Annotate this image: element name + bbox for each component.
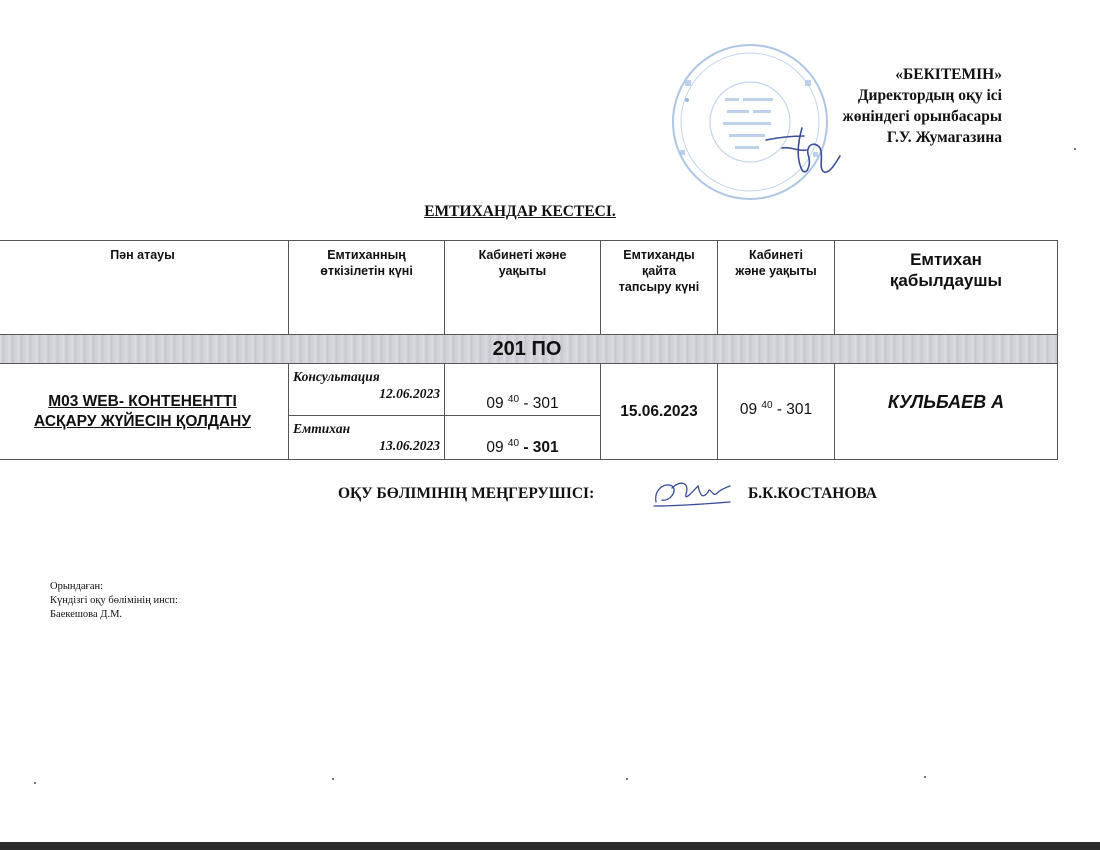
page-title: ЕМТИХАНДАР КЕСТЕСІ.: [424, 203, 616, 220]
table-row: [0, 364, 1058, 416]
consultation-cell: [289, 364, 445, 416]
prepared-by-name: Баекешова Д.М.: [50, 609, 123, 620]
scan-speck: [924, 776, 926, 778]
retake-date: 15.06.2023: [601, 364, 718, 460]
examiner-name: КУЛЬБАЕВ А: [835, 364, 1058, 460]
group-name: 201 ПО: [0, 335, 1058, 364]
table-header-row: [0, 241, 1058, 335]
approval-name: Г.У. Жумагазина: [886, 129, 1002, 146]
exam-room-time: 09 $^{40}$ - 301: [445, 416, 601, 460]
header-retake-room-time: Кабинеті және уақыты: [718, 241, 835, 335]
department-head-name: Б.К.КОСТАНОВА: [748, 485, 877, 502]
header-room-time: Кабинеті және уақыты: [445, 241, 601, 335]
approval-block: [842, 64, 1002, 148]
exam-date: 13.06.2023: [379, 438, 440, 453]
scan-speck: [34, 782, 36, 784]
approval-position-line2: жөніндегі орынбасары: [842, 108, 1002, 125]
scan-speck: [1074, 148, 1076, 150]
director-signature: [762, 122, 844, 182]
consultation-label: Консультация: [293, 369, 380, 384]
subject-line2: АСҚАРУ ЖҮЙЕСІН ҚОЛДАНУ: [34, 412, 251, 430]
group-row: [0, 335, 1058, 364]
department-head-line: [0, 483, 1100, 509]
header-retake-date: Емтиханды қайта тапсыру күні: [601, 241, 718, 335]
prepared-by-position: Күндізгі оқу бөлімінің инсп:: [50, 595, 178, 606]
header-subject: Пән атауы: [0, 241, 289, 335]
department-head-role: ОҚУ БӨЛІМІНІҢ МЕҢГЕРУШІСІ:: [338, 485, 595, 502]
prepared-by-block: [50, 580, 178, 622]
prepared-by-label: Орындаған:: [50, 581, 104, 592]
scan-edge: [0, 842, 1100, 850]
approval-position-line1: Директордың оқу ісі: [857, 87, 1002, 104]
scan-speck: [332, 778, 334, 780]
department-head-signature: [650, 476, 732, 510]
exam-schedule-table: [0, 240, 1058, 460]
consultation-date: 12.06.2023: [379, 386, 440, 401]
approval-title: «БЕКІТЕМІН»: [895, 66, 1002, 83]
exam-cell: [289, 416, 445, 460]
consultation-room-time: 09 $^{40}$ - 301: [445, 364, 601, 416]
retake-room-time: 09 $^{40}$ - 301: [718, 364, 835, 460]
subject-line1: М03 WEB- КОНТЕНЕНТТІ: [48, 392, 237, 410]
scan-speck: [626, 778, 628, 780]
exam-label: Емтихан: [293, 421, 351, 436]
header-examiner: Емтихан қабылдаушы: [835, 241, 1058, 335]
header-exam-date: Емтиханның өткізілетін күні: [289, 241, 445, 335]
subject-cell: [0, 364, 289, 460]
